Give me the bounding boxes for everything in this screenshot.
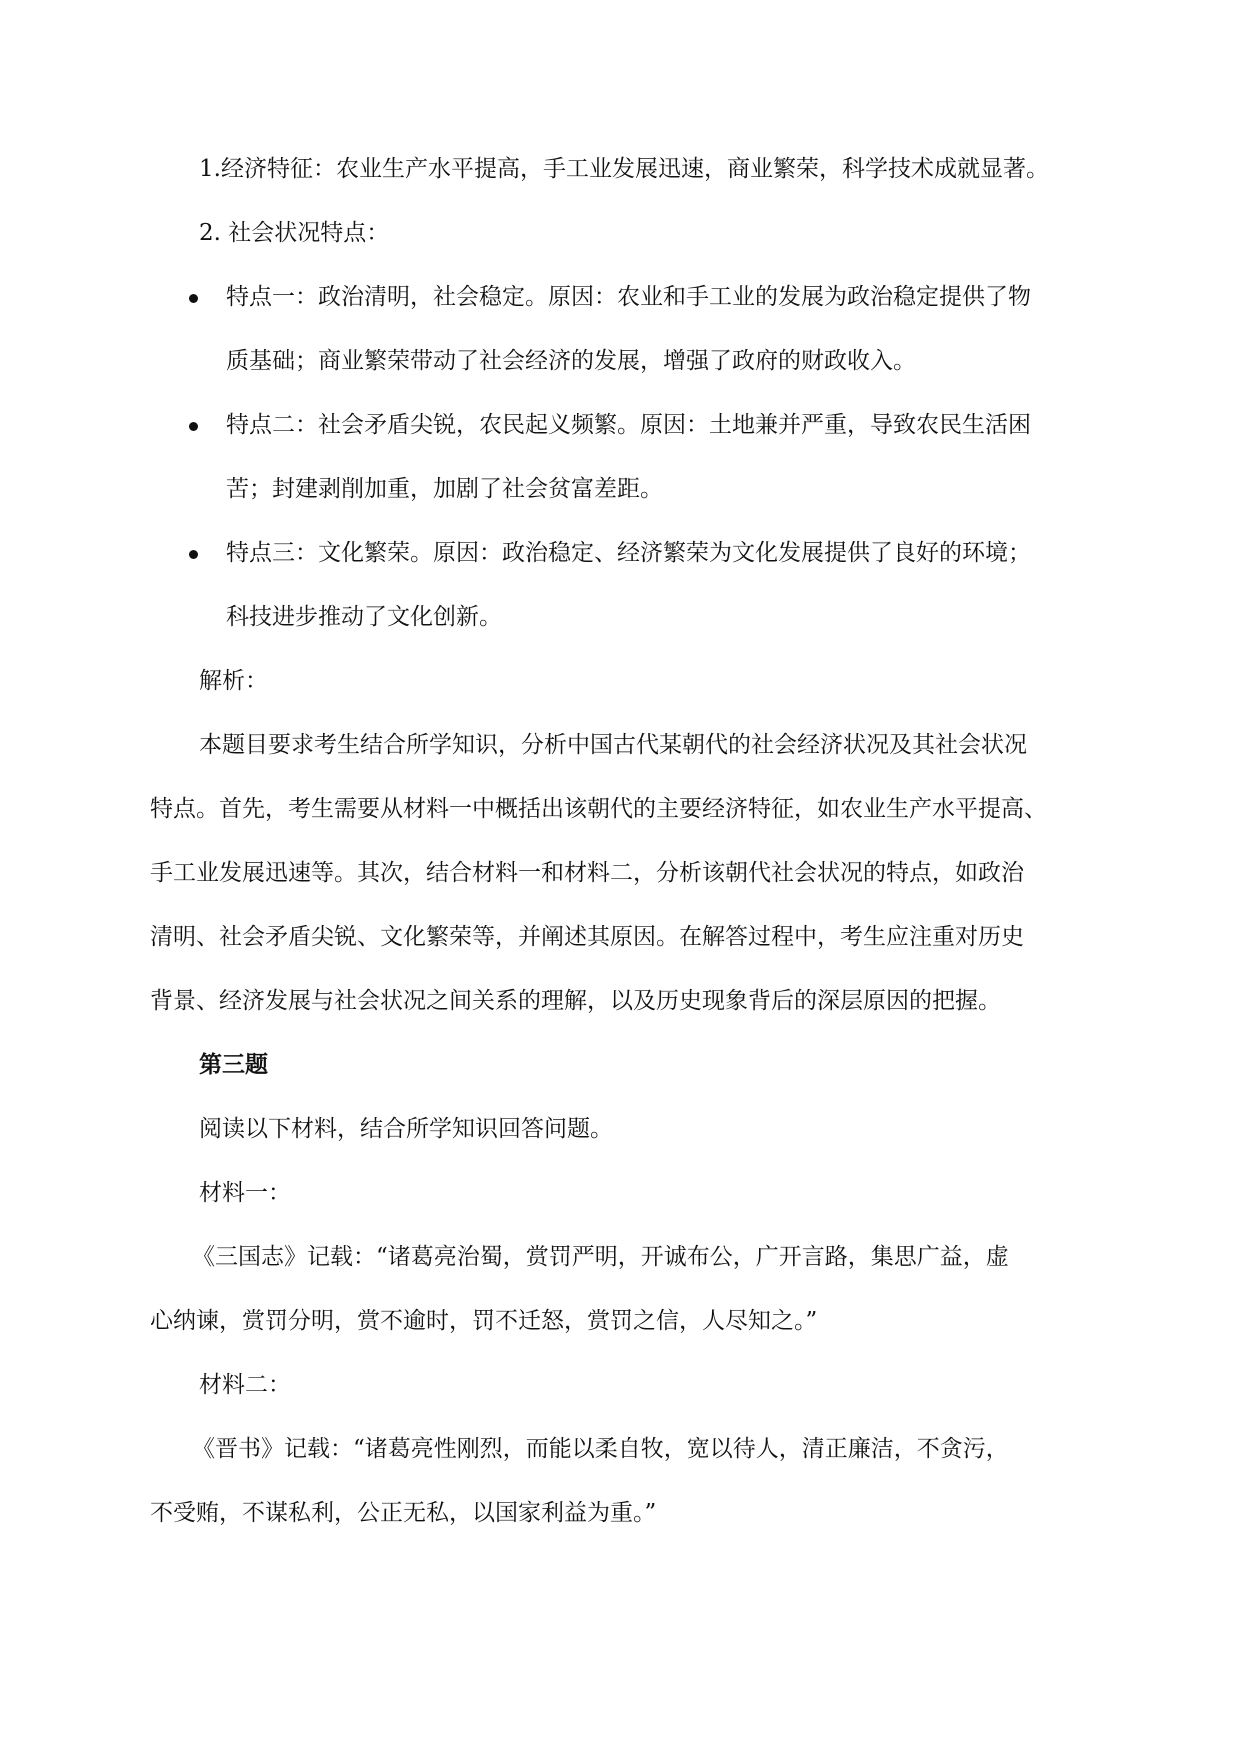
material-2-line-2: 不受贿，不谋私利，公正无私，以国家利益为重。”	[150, 1500, 657, 1526]
bullet-2-line-2: 苦；封建剥削加重，加剧了社会贫富差距。	[226, 476, 663, 502]
bullet-3-line-2: 科技进步推动了文化创新。	[226, 604, 502, 630]
analysis-line-1: 本题目要求考生结合所学知识，分析中国古代某朝代的社会经济状况及其社会状况	[199, 732, 1027, 758]
analysis-line-2: 特点。首先，考生需要从材料一中概括出该朝代的主要经济特征，如农业生产水平提高、	[150, 796, 1047, 822]
bullet-dot	[189, 294, 198, 303]
question-3-instruction: 阅读以下材料，结合所学知识回答问题。	[199, 1116, 613, 1142]
material-1-line-1: 《三国志》记载：“诸葛亮治蜀，赏罚严明，开诚布公，广开言路，集思广益，虚	[192, 1244, 1009, 1270]
analysis-line-4: 清明、社会矛盾尖锐、文化繁荣等，并阐述其原因。在解答过程中，考生应注重对历史	[150, 924, 1024, 950]
analysis-line-3: 手工业发展迅速等。其次，结合材料一和材料二，分析该朝代社会状况的特点，如政治	[150, 860, 1024, 886]
material-2-label: 材料二：	[199, 1372, 291, 1398]
bullet-1-line-2: 质基础；商业繁荣带动了社会经济的发展，增强了政府的财政收入。	[226, 348, 916, 374]
material-1-line-2: 心纳谏，赏罚分明，赏不逾时，罚不迁怒，赏罚之信，人尽知之。”	[150, 1308, 818, 1334]
answer-item-social-heading: 2. 社会状况特点：	[199, 220, 390, 246]
analysis-label: 解析：	[199, 668, 268, 694]
bullet-2-line-1: 特点二：社会矛盾尖锐，农民起义频繁。原因：土地兼并严重，导致农民生活困	[226, 412, 1031, 438]
bullet-3-line-1: 特点三：文化繁荣。原因：政治稳定、经济繁荣为文化发展提供了良好的环境；	[226, 540, 1031, 566]
question-3-title: 第三题	[199, 1052, 268, 1078]
bullet-dot	[189, 550, 198, 559]
bullet-dot	[189, 422, 198, 431]
material-1-label: 材料一：	[199, 1180, 291, 1206]
analysis-line-5: 背景、经济发展与社会状况之间关系的理解，以及历史现象背后的深层原因的把握。	[150, 988, 1001, 1014]
material-2-line-1: 《晋书》记载：“诸葛亮性刚烈，而能以柔自牧，宽以待人，清正廉洁，不贪污，	[192, 1436, 1009, 1462]
answer-item-economic: 1.经济特征：农业生产水平提高，手工业发展迅速，商业繁荣，科学技术成就显著。	[199, 156, 1049, 182]
bullet-1-line-1: 特点一：政治清明，社会稳定。原因：农业和手工业的发展为政治稳定提供了物	[226, 284, 1031, 310]
